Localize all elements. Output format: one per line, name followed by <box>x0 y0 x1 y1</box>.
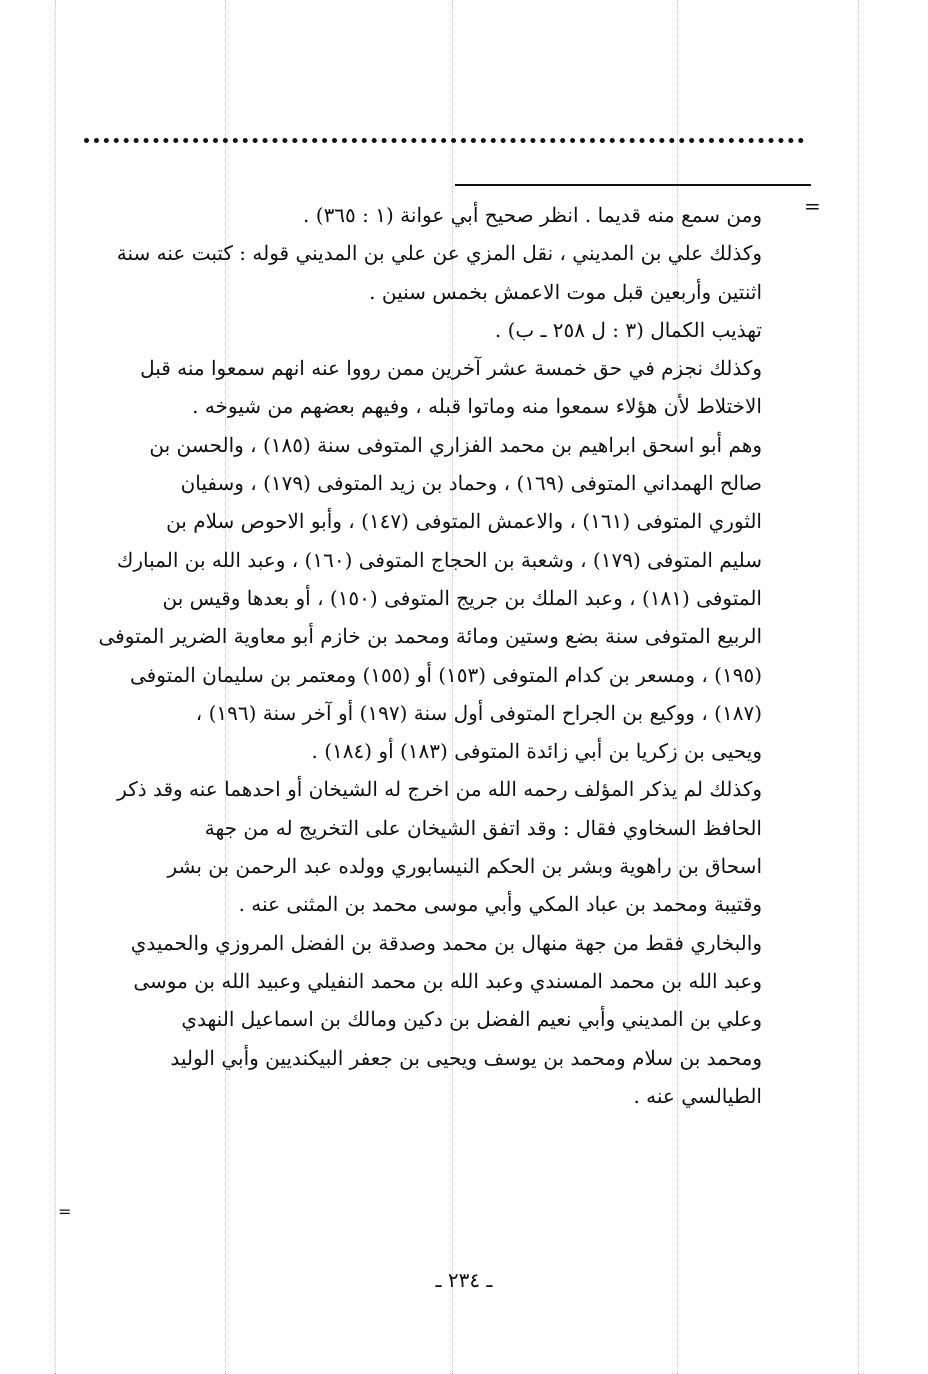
text-line: وقتيبة ومحمد بن عباد المكي وأبي موسى محمد بن المثنى عنه . <box>238 892 762 917</box>
text-line: وعبد الله بن محمد المسندي وعبد الله بن محمد النفيلي وعبيد الله بن موسى <box>133 968 762 993</box>
text-line: وكذلك علي بن المديني ، نقل المزي عن علي بن المديني قوله : كتبت عنه سنة <box>116 241 762 266</box>
footnote-rule <box>455 184 811 186</box>
column-guide <box>55 0 56 1374</box>
text-line: الطيالسي عنه . <box>633 1083 762 1108</box>
footnote-text <box>98 196 762 1115</box>
continuation-mark-bottom: = <box>58 1202 72 1221</box>
text-line: ومحمد بن سلام ومحمد بن يوسف ويحيى بن جعفر البيكنديين وأبي الوليد <box>170 1045 762 1070</box>
text-line: اسحاق بن راهوية وبشر بن الحكم النيسابوري وولده عبد الرحمن بن بشر <box>167 854 762 879</box>
text-line: صالح الهمداني المتوفى (١٦٩) ، وحماد بن زيد المتوفى (١٧٩) ، وسفيان <box>180 471 762 496</box>
column-guide <box>858 0 859 1374</box>
text-line: وكذلك لم يذكر المؤلف رحمه الله من اخرج له الشيخان أو احدهما عنه وقد ذكر <box>117 777 762 802</box>
page-number: ـ ٢٣٤ ـ <box>435 1268 493 1292</box>
text-line: تهذيب الكمال (٣ : ل ٢٥٨ ـ ب) . <box>494 317 762 342</box>
continuation-mark-top: = <box>804 194 821 218</box>
text-line: اثنتين وأربعين قبل موت الاعمش بخمس سنين . <box>369 279 762 304</box>
text-line: الاختلاط لأن هؤلاء سمعوا منه وماتوا قبله ، وفيهم بعضهم من شيوخه . <box>192 394 762 419</box>
text-line: والبخاري فقط من جهة منهال بن محمد وصدقة بن الفضل المروزي والحميدي <box>130 930 762 955</box>
text-line: وعلي بن المديني وأبي نعيم الفضل بن دكين ومالك بن اسماعيل النهدي <box>181 1007 762 1032</box>
text-line: (١٩٥) ، ومسعر بن كدام المتوفى (١٥٣) أو (١٥٥) ومعتمر بن سليمان المتوفى <box>130 662 762 687</box>
text-line: الحافظ السخاوي فقال : وقد اتفق الشيخان على التخريج له من جهة <box>204 815 762 840</box>
text-line: ومن سمع منه قديما . انظر صحيح أبي عوانة (١ : ٣٦٥) . <box>303 203 762 227</box>
text-line: ويحيى بن زكريا بن أبي زائدة المتوفى (١٨٣) أو (١٨٤) . <box>311 739 762 764</box>
dotted-separator <box>84 138 804 143</box>
text-line: (١٨٧) ، ووكيع بن الجراح المتوفى أول سنة (١٩٧) أو آخر سنة (١٩٦) ، <box>195 700 762 725</box>
text-line: الثوري المتوفى (١٦١) ، والاعمش المتوفى (١٤٧) ، وأبو الاحوص سلام بن <box>166 509 762 534</box>
text-line: وهم أبو اسحق ابراهيم بن محمد الفزاري المتوفى سنة (١٨٥) ، والحسن بن <box>149 432 762 457</box>
text-line: سليم المتوفى (١٧٩) ، وشعبة بن الحجاج المتوفى (١٦٠) ، وعبد الله بن المبارك <box>116 547 762 572</box>
text-line: وكذلك نجزم في حق خمسة عشر آخرين ممن رووا عنه انهم سمعوا منه قبل <box>140 356 762 381</box>
text-line: الربيع المتوفى سنة بضع وستين ومائة ومحمد بن خازم أبو معاوية الضرير المتوفى <box>98 624 762 649</box>
text-line: المتوفى (١٨١) ، وعبد الملك بن جريج المتوفى (١٥٠) ، أو بعدها وقيس بن <box>162 585 762 610</box>
